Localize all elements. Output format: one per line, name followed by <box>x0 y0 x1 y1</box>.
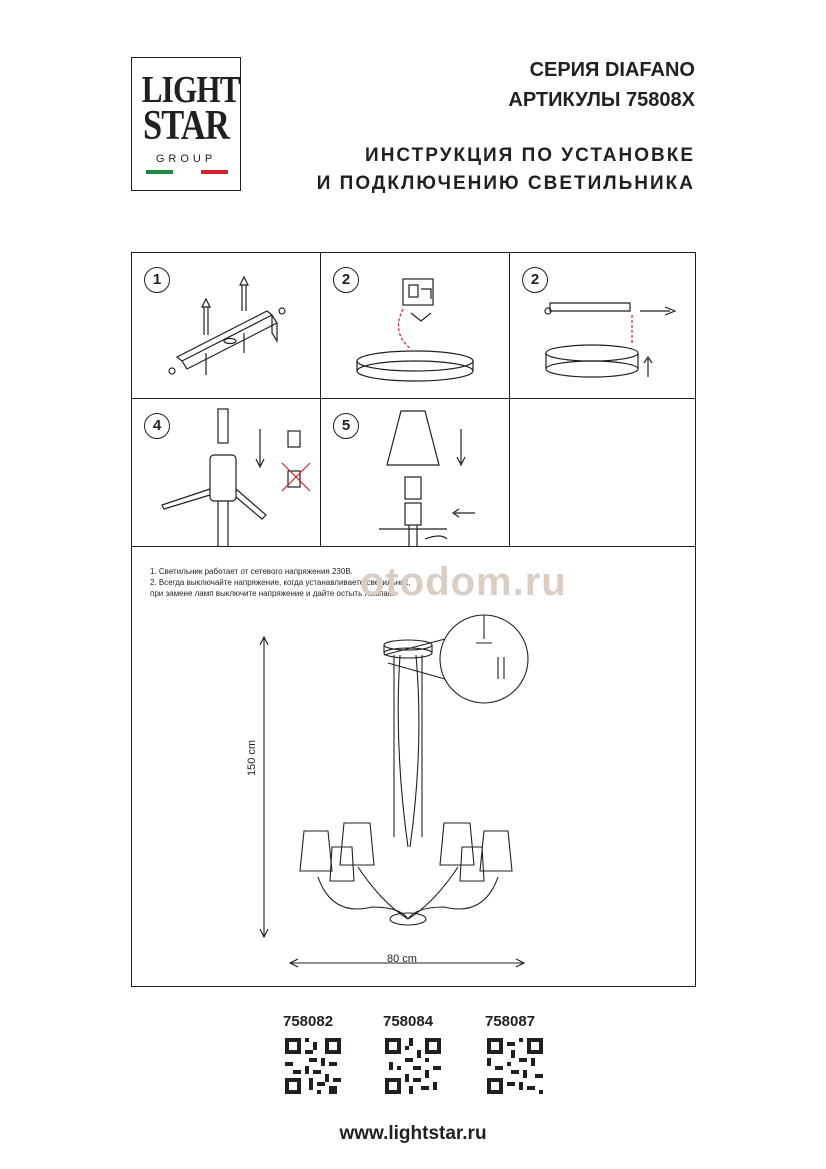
width-dimension-label: 80 cm <box>387 953 417 965</box>
step-5-panel <box>321 399 510 547</box>
instruction-panel <box>131 252 696 987</box>
logo-line-1: LIGHT <box>141 69 240 111</box>
brand-logo <box>131 57 241 191</box>
step-number: 4 <box>144 413 170 439</box>
note-line: при замене ламп выключите напряжение и дайте остыть лампам. <box>150 589 396 598</box>
articles-title: АРТИКУЛЫ 75808Х <box>508 89 695 111</box>
step-1-panel <box>132 253 321 399</box>
note-line: 1. Светильник работает от сетевого напряжения 230В. <box>150 567 353 576</box>
logo-line-2: STAR <box>142 103 230 149</box>
assembly-panel <box>132 547 695 986</box>
step-2-panel <box>321 253 510 399</box>
series-title: СЕРИЯ DIAFANO <box>529 59 695 81</box>
article-number-1: 758082 <box>283 1013 334 1030</box>
instruction-title-line-1: ИНСТРУКЦИЯ ПО УСТАНОВКЕ <box>365 145 695 166</box>
mounting-bracket-drawing <box>132 253 321 399</box>
instruction-title-line-2: И ПОДКЛЮЧЕНИЮ СВЕТИЛЬНИКА <box>316 173 695 194</box>
qr-code-icon <box>285 1038 341 1094</box>
qr-code-icon <box>385 1038 441 1094</box>
lamp-insertion-drawing <box>132 399 321 547</box>
note-line: 2. Всегда выключайте напряжение, когда устанавливаете светильник, <box>150 578 411 587</box>
article-number-2: 758084 <box>383 1013 434 1030</box>
step-number: 5 <box>333 413 359 439</box>
canopy-wiring-drawing <box>321 253 510 399</box>
step-number: 2 <box>522 267 548 293</box>
watermark: otodom.ru <box>360 560 567 604</box>
article-number-3: 758087 <box>485 1013 536 1030</box>
canopy-mount-drawing <box>510 253 696 399</box>
step-number: 2 <box>333 267 359 293</box>
step-number: 1 <box>144 267 170 293</box>
chandelier-drawing <box>132 547 695 986</box>
empty-panel <box>510 399 696 547</box>
logo-line-3: GROUP <box>155 153 217 165</box>
shade-installation-drawing <box>321 399 510 547</box>
italian-flag-stripe <box>146 170 228 174</box>
height-dimension-label: 150 cm <box>246 739 258 776</box>
qr-code-icon <box>487 1038 543 1094</box>
step-4-panel <box>132 399 321 547</box>
website-link[interactable]: www.lightstar.ru <box>339 1123 487 1144</box>
step-2b-panel <box>510 253 696 399</box>
